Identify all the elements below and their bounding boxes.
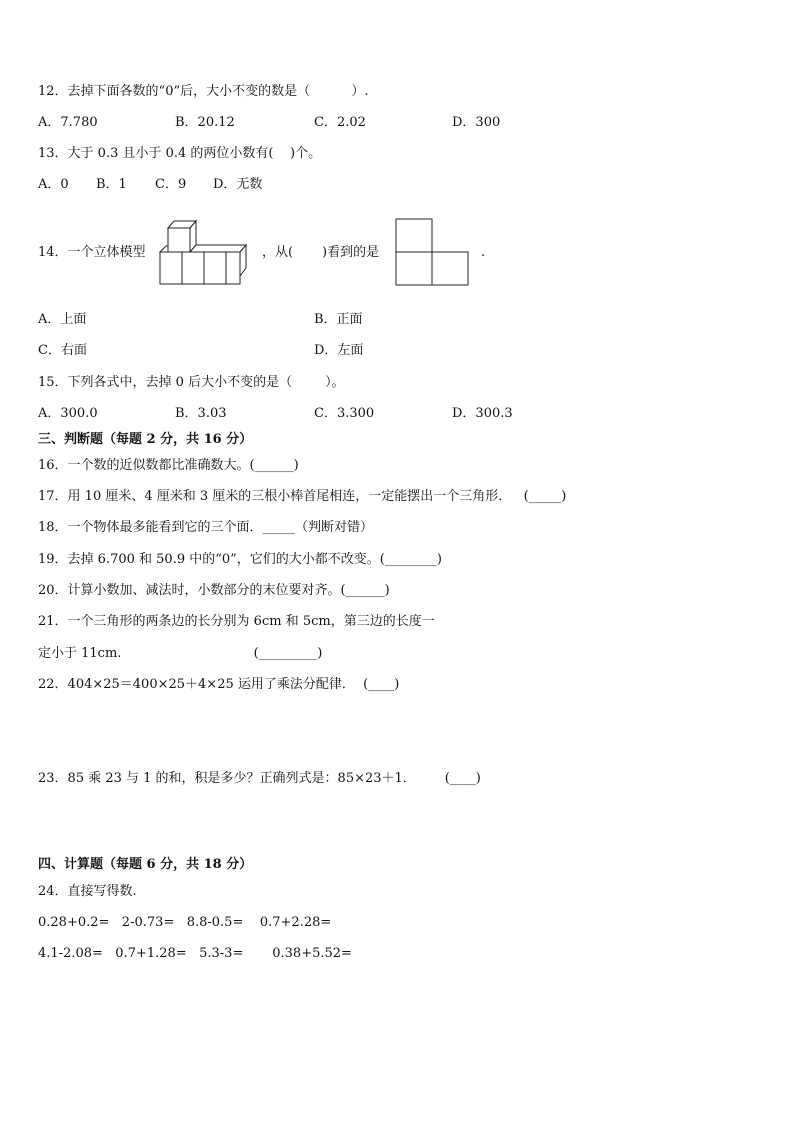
question-15-option-c: C．3.300 — [314, 406, 375, 421]
question-14-middle: ，从( )看到的是 — [262, 245, 380, 260]
calc-row-1: 0.28+0.2= 2-0.73= 8.8-0.5= 0.7+2.28= — [38, 915, 332, 930]
question-13-text: 13．大于 0.3 且小于 0.4 的两位小数有( )个。 — [38, 146, 322, 161]
question-15-option-d: D．300.3 — [452, 406, 513, 421]
question-13-option-a: A．0 — [38, 177, 69, 192]
question-12-option-d: D．300 — [452, 115, 501, 130]
view-shape-figure — [395, 218, 470, 286]
section-3-title: 三、判断题（每题 2 分，共 16 分） — [38, 432, 253, 447]
question-14-option-c: C．右面 — [38, 343, 87, 358]
question-14-option-d: D．左面 — [314, 343, 364, 358]
question-15-text: 15．下列各式中，去掉 0 后大小不变的是（ ）。 — [38, 375, 345, 390]
question-24: 24．直接写得数. — [38, 884, 137, 899]
question-15-option-b: B．3.03 — [175, 406, 227, 421]
question-18: 18．一个物体最多能看到它的三个面．_____（判断对错） — [38, 520, 374, 535]
question-13-option-b: B．1 — [96, 177, 127, 192]
question-14-prefix: 14．一个立体模型 — [38, 245, 146, 260]
question-21-line-2: 定小于 11cm. (_________) — [38, 646, 323, 661]
question-14-option-b: B．正面 — [314, 312, 363, 327]
question-13-option-c: C．9 — [155, 177, 187, 192]
question-14-option-a: A．上面 — [38, 312, 87, 327]
question-12-option-a: A．7.780 — [38, 115, 98, 130]
question-13-option-d: D．无数 — [213, 177, 263, 192]
question-23: 23．85 乘 23 与 1 的和，积是多少？正确列式是：85×23＋1． (____) — [38, 771, 481, 786]
question-20: 20．计算小数加、减法时，小数部分的末位要对齐。(______) — [38, 583, 390, 598]
question-12-text: 12．去掉下面各数的“0”后，大小不变的数是（ ）. — [38, 84, 369, 99]
question-15-option-a: A．300.0 — [38, 406, 98, 421]
cube-model-figure — [158, 218, 250, 288]
question-12-option-c: C．2.02 — [314, 115, 366, 130]
question-17: 17．用 10 厘米、4 厘米和 3 厘米的三根小棒首尾相连，一定能摆出一个三角形． (_____) — [38, 489, 567, 504]
question-21-line-1: 21．一个三角形的两条边的长分别为 6cm 和 5cm，第三边的长度一 — [38, 614, 435, 629]
section-4-title: 四、计算题（每题 6 分，共 18 分） — [38, 857, 253, 872]
question-19: 19．去掉 6.700 和 50.9 中的“0”，它们的大小都不改变。(________) — [38, 552, 442, 567]
calc-row-2: 4.1-2.08= 0.7+1.28= 5.3-3= 0.38+5.52= — [38, 946, 352, 961]
question-16: 16．一个数的近似数都比准确数大。(______) — [38, 458, 299, 473]
question-12-option-b: B．20.12 — [175, 115, 235, 130]
question-14-suffix: . — [481, 245, 486, 260]
question-22: 22．404×25＝400×25＋4×25 运用了乘法分配律． (____) — [38, 677, 400, 692]
